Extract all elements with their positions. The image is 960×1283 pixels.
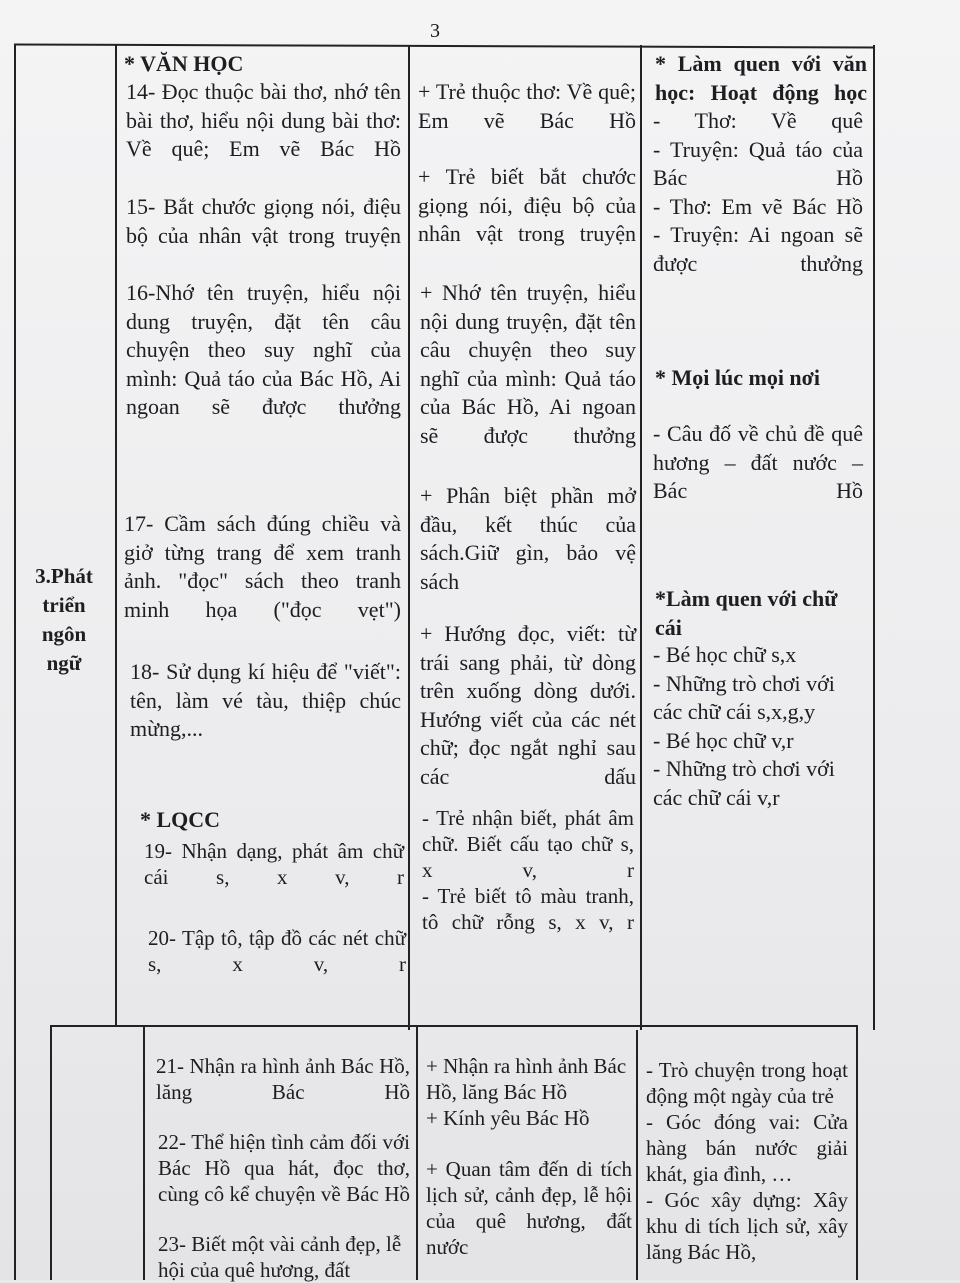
column-divider-1 [115,45,117,1025]
content-7: - Trẻ biết tô màu tranh, tô chữ rỗng s, x v, r [422,884,634,934]
lower-left-divider [50,1025,52,1280]
content-3: + Nhớ tên truyện, hiểu nội dung truyện, đặt tên câu chuyện theo suy nghĩ của mình: Quả táo của Bác Hồ, Ai ngoan sẽ được thưởng [420,280,636,448]
column-divider-2 [408,45,410,1030]
section-label: 3.Phát triển ngôn ngữ [35,564,93,675]
lower-divider-1 [143,1027,145,1280]
row-divider [50,1025,858,1027]
activities-literature-list: - Thơ: Về quê - Truyện: Quả táo của Bác Hồ - Thơ: Em vẽ Bác Hồ - Truyện: Ai ngoan sẽ được thưởng [653,108,863,276]
column-divider-3 [640,45,642,1030]
objective-23: 23- Biết một vài cảnh đẹp, lễ hội của quê hương, đất [158,1232,402,1282]
objective-22: 22- Thể hiện tình cảm đối với Bác Hồ qua hát, đọc thơ, cùng cô kể chuyện về Bác Hồ [158,1130,410,1206]
objective-18: 18- Sử dụng kí hiệu để "viết": tên, làm vé tàu, thiệp chúc mừng,... [130,659,401,741]
content-6: - Trẻ nhận biết, phát âm chữ. Biết cấu tạo chữ s, x v, r [422,806,634,882]
heading-lqcc: * LQCC [140,807,221,832]
objective-16: 16-Nhớ tên truyện, hiểu nội dung truyện, đặt tên câu chuyện theo suy nghĩ của mình: Quả táo của Bác Hồ, Ai ngoan sẽ được thưởng [126,280,401,419]
table-top-border [14,43,874,48]
content-8: + Nhận ra hình ảnh Bác Hồ, lăng Bác Hồ + Kính yêu Bác Hồ [426,1054,627,1130]
lower-divider-3 [636,1030,638,1280]
objective-21: 21- Nhận ra hình ảnh Bác Hồ, lăng Bác Hồ [156,1054,410,1104]
activities-riddles: - Câu đố về chủ đề quê hương – đất nước – Bác Hồ [653,421,863,503]
table-left-border [14,45,16,1280]
activities-daily: - Trò chuyện trong hoạt động một ngày của trẻ - Góc đóng vai: Cửa hàng bán nước giải khát, gia đình, … - Góc xây dựng: Xây khu di tích lịch sử, xây lăng Bác Hồ, [646,1058,848,1264]
activities-letters-list: - Bé học chữ s,x - Những trò chơi với các chữ cái s,x,g,y - Bé học chữ v,r - Những trò chơi với các chữ cái v,r [653,642,835,810]
content-9: + Quan tâm đến di tích lịch sử, cảnh đẹp, lễ hội của quê hương, đất nước [426,1157,632,1259]
content-2: + Trẻ biết bắt chước giọng nói, điệu bộ của nhân vật trong truyện [418,164,636,246]
lower-right-border [856,1027,858,1280]
objective-15: 15- Bắt chước giọng nói, điệu bộ của nhân vật trong truyện [126,194,401,248]
activities-heading-literature: * Làm quen với văn học: Hoạt động học [655,51,867,105]
objective-20: 20- Tập tô, tập đồ các nét chữ s, x v, r [148,926,406,976]
content-5: + Hướng đọc, viết: từ trái sang phải, từ dòng trên xuống dòng dưới. Hướng viết của các nét chữ; đọc ngắt nghỉ sau các dấu [420,621,636,789]
page-number: 3 [430,20,440,42]
objective-14: 14- Đọc thuộc bài thơ, nhớ tên bài thơ, hiểu nội dung bài thơ: Về quê; Em vẽ Bác Hồ [126,79,401,161]
objective-19: 19- Nhận dạng, phát âm chữ cái s, x v, r [144,839,404,889]
content-1: + Trẻ thuộc thơ: Về quê; Em vẽ Bác Hồ [418,79,636,133]
objective-17: 17- Cầm sách đúng chiều và giở từng trang để xem tranh ảnh. "đọc" sách theo tranh minh họa ("đọc vẹt") [124,511,401,622]
activities-heading-letters: *Làm quen với chữ cái [655,586,838,640]
table-right-border [873,45,875,1030]
lower-divider-2 [416,1027,418,1280]
heading-literature: * VĂN HỌC [124,51,244,76]
content-4: + Phân biệt phần mở đầu, kết thúc của sách.Giữ gìn, bảo vệ sách [420,483,636,594]
activities-heading-anytime: * Mọi lúc mọi nơi [655,365,820,390]
